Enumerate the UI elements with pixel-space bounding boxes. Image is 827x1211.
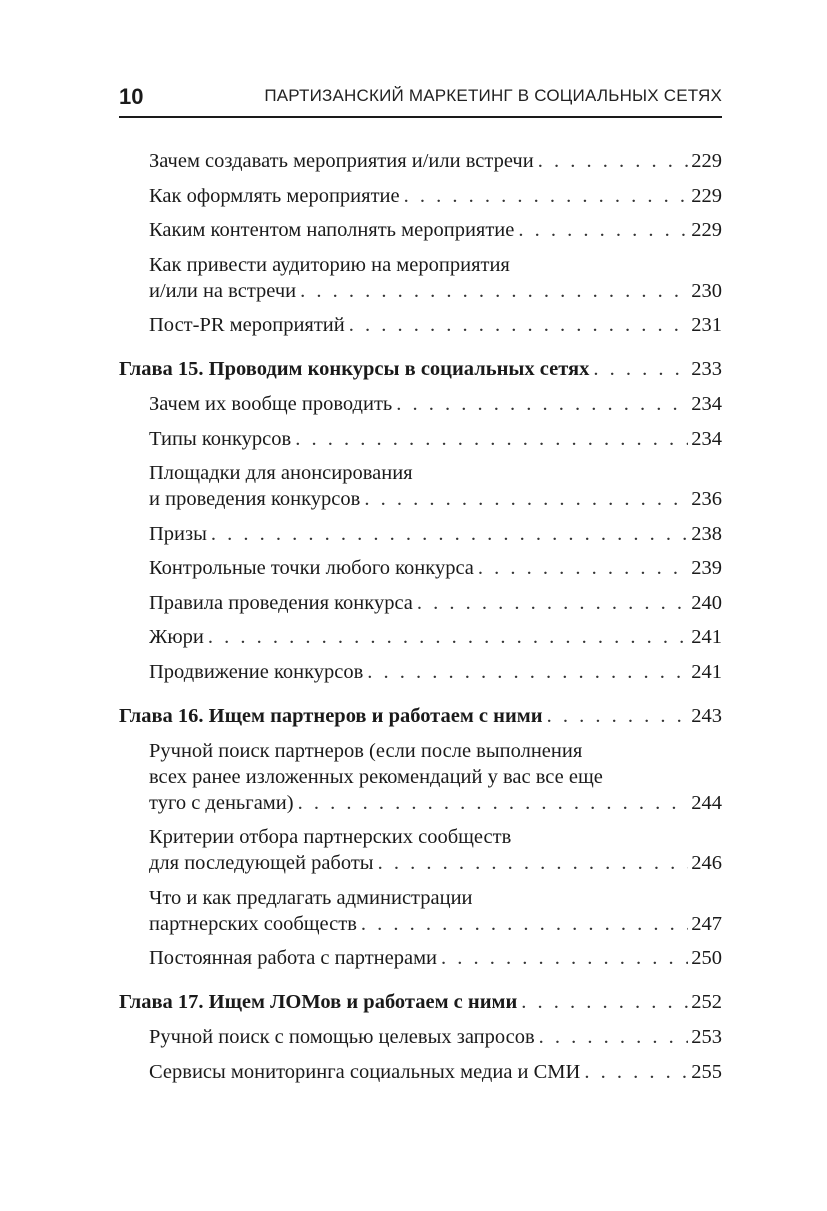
table-of-contents — [119, 148, 722, 1093]
toc-entry — [119, 391, 722, 417]
dot-leader — [474, 555, 688, 581]
toc-entry — [119, 659, 722, 685]
toc-entry-line — [149, 426, 722, 452]
toc-page-number: 236 — [691, 488, 722, 510]
toc-entry — [119, 217, 722, 243]
toc-entry-line — [119, 703, 722, 729]
toc-entry-line — [119, 989, 722, 1015]
toc-entry-title: и/или на встречи — [149, 279, 297, 302]
toc-entry-title: Постоянная работа с партнерами — [149, 947, 438, 969]
toc-entry-line — [149, 790, 722, 816]
toc-page-number: 250 — [691, 947, 722, 969]
toc-page-number: 238 — [691, 522, 722, 545]
dot-leader — [207, 521, 688, 547]
toc-entry — [119, 312, 722, 338]
toc-entry-title: Ручной поиск с помощью целевых запросов — [149, 1026, 535, 1048]
toc-page-number: 231 — [691, 314, 722, 336]
dot-leader — [535, 1024, 688, 1050]
toc-page-number: 241 — [691, 660, 722, 683]
toc-entry-line — [149, 659, 722, 685]
toc-entry-line — [149, 391, 722, 417]
toc-entry — [119, 824, 722, 876]
dot-leader — [392, 391, 688, 417]
toc-page-number: 229 — [691, 150, 722, 172]
toc-entry-title: Призы — [149, 522, 207, 545]
toc-entry-title: Жюри — [149, 626, 204, 648]
toc-entry-title: Глава 15. Проводим конкурсы в социальных сетях — [119, 358, 590, 380]
toc-entry — [119, 555, 722, 581]
toc-entry-title: Сервисы мониторинга социальных медиа и СМИ — [149, 1060, 581, 1083]
toc-page-number: 253 — [691, 1026, 722, 1048]
toc-entry-line — [149, 183, 722, 209]
dot-leader — [360, 486, 688, 512]
toc-entry-line — [149, 521, 722, 547]
toc-entry — [119, 426, 722, 452]
toc-entry — [119, 148, 722, 174]
toc-entry-line — [149, 278, 722, 304]
page-header — [119, 80, 722, 118]
toc-entry-title: Пост-PR мероприятий — [149, 314, 345, 336]
toc-chapter-entry — [119, 356, 722, 382]
dot-leader — [294, 790, 688, 816]
toc-entry — [119, 1024, 722, 1050]
dot-leader — [400, 183, 688, 209]
toc-entry-title: Зачем создавать мероприятия и/или встречи — [149, 150, 534, 172]
toc-entry-line — [149, 312, 722, 338]
toc-entry — [119, 945, 722, 971]
dot-leader — [413, 590, 688, 616]
toc-entry-title: Каким контентом наполнять мероприятие — [149, 219, 515, 241]
toc-chapter-entry — [119, 989, 722, 1015]
dot-leader — [357, 911, 688, 937]
toc-entry — [119, 460, 722, 512]
dot-leader — [204, 624, 688, 650]
toc-entry-line — [119, 356, 722, 382]
toc-page-number: 233 — [691, 358, 722, 380]
toc-entry-title-line: Что и как предлагать администрации — [149, 886, 473, 909]
dot-leader — [543, 703, 688, 729]
toc-entry-title: Контрольные точки любого конкурса — [149, 557, 474, 579]
toc-page-number: 229 — [691, 184, 722, 207]
dot-leader — [580, 1059, 688, 1085]
dot-leader — [514, 217, 688, 243]
toc-entry — [119, 183, 722, 209]
dot-leader — [345, 312, 688, 338]
dot-leader — [374, 850, 688, 876]
toc-entry-title: Глава 17. Ищем ЛОМов и работаем с ними — [119, 991, 518, 1013]
toc-chapter-entry — [119, 703, 722, 729]
toc-entry-title: Продвижение конкурсов — [149, 660, 364, 683]
toc-page-number: 239 — [691, 557, 722, 579]
dot-leader — [296, 278, 688, 304]
toc-page-number: 234 — [691, 427, 722, 450]
dot-leader — [363, 659, 688, 685]
toc-entry-line — [149, 945, 722, 971]
toc-entry-line — [149, 850, 722, 876]
toc-entry-title: и проведения конкурсов — [149, 488, 361, 510]
toc-entry-title-line: Критерии отбора партнерских сообществ — [149, 826, 512, 848]
toc-page-number: 246 — [691, 852, 722, 874]
toc-entry-line — [149, 911, 722, 937]
toc-page-number: 241 — [691, 626, 722, 648]
toc-entry-line — [149, 148, 722, 174]
toc-page-number: 244 — [691, 791, 722, 814]
dot-leader — [534, 148, 688, 174]
toc-entry — [119, 1059, 722, 1085]
toc-entry-title: для последующей работы — [149, 852, 374, 874]
toc-page-number: 229 — [691, 219, 722, 241]
toc-page-number: 247 — [691, 912, 722, 935]
toc-entry-title-line: всех ранее изложенных рекомендаций у вас все еще — [149, 765, 603, 788]
toc-entry — [119, 252, 722, 304]
toc-entry-line — [149, 1059, 722, 1085]
toc-entry-title: Типы конкурсов — [149, 427, 292, 450]
toc-entry-line — [149, 590, 722, 616]
page-number: 10 — [119, 84, 144, 109]
toc-entry-line — [149, 1024, 722, 1050]
toc-entry-title: Как оформлять мероприятие — [149, 184, 400, 207]
toc-page-number: 234 — [691, 393, 722, 415]
toc-entry — [119, 624, 722, 650]
toc-page-number: 252 — [691, 991, 722, 1013]
toc-entry-line — [149, 624, 722, 650]
running-title: ПАРТИЗАНСКИЙ МАРКЕТИНГ В СОЦИАЛЬНЫХ СЕТЯХ — [264, 86, 722, 105]
dot-leader — [437, 945, 688, 971]
toc-entry-title: партнерских сообществ — [149, 912, 357, 935]
toc-entry — [119, 738, 722, 816]
toc-entry-title: Правила проведения конкурса — [149, 591, 413, 614]
toc-entry-line — [149, 555, 722, 581]
toc-entry-title-line: Площадки для анонсирования — [149, 462, 413, 484]
toc-page-number: 240 — [691, 591, 722, 614]
dot-leader — [517, 989, 688, 1015]
toc-entry — [119, 590, 722, 616]
toc-entry-title: Зачем их вообще проводить — [149, 393, 393, 415]
toc-entry-title: Глава 16. Ищем партнеров и работаем с ними — [119, 704, 543, 727]
toc-entry-line — [149, 486, 722, 512]
toc-entry — [119, 885, 722, 937]
toc-page-number: 230 — [691, 279, 722, 302]
toc-entry-title-line: Ручной поиск партнеров (если после выполнения — [149, 739, 583, 762]
toc-entry-line — [149, 217, 722, 243]
dot-leader — [589, 356, 688, 382]
toc-entry-title: туго с деньгами) — [149, 791, 294, 814]
toc-page-number: 243 — [691, 704, 722, 727]
toc-entry-title-line: Как привести аудиторию на мероприятия — [149, 253, 510, 276]
toc-page-number: 255 — [691, 1060, 722, 1083]
dot-leader — [291, 426, 688, 452]
toc-entry — [119, 521, 722, 547]
